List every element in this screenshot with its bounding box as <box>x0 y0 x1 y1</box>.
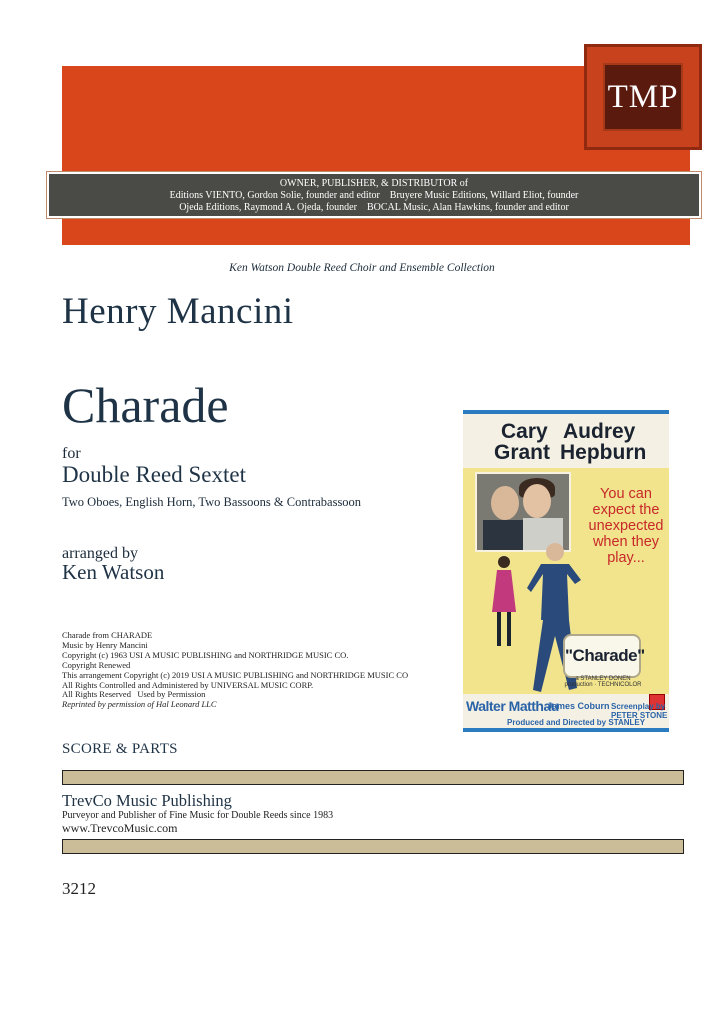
copyright-line: Charade from CHARADE <box>62 630 153 640</box>
poster-star-first-name: Audrey <box>563 420 636 443</box>
tmp-logo-inner <box>603 63 683 131</box>
tmp-logo-text: TMP <box>607 78 679 115</box>
poster-star-last-name: Grant <box>494 441 551 464</box>
copyright-line: Copyright (c) 1963 USI A MUSIC PUBLISHING and NORTHRIDGE MUSIC CO. <box>62 649 349 660</box>
piece-title: Charade <box>62 377 229 433</box>
photo-face <box>491 486 519 520</box>
composer-name: Henry Mancini <box>62 291 294 332</box>
poster-costar: Walter Matthau <box>466 698 559 714</box>
collection-title: Ken Watson Double Reed Choir and Ensemble Collection <box>229 262 495 274</box>
publisher-info <box>49 174 699 216</box>
poster-title-logo <box>563 634 645 678</box>
divider-bar-bottom <box>62 839 684 854</box>
publisher-line-1: Editions VIENTO, Gordon Solie, founder and editor Bruyere Music Editions, Willard Eliot, founder <box>169 190 579 201</box>
poster-costar: James Coburn <box>547 701 610 711</box>
publisher-heading: OWNER, PUBLISHER, & DISTRIBUTOR of <box>279 178 469 189</box>
photo-figure <box>483 520 527 550</box>
instrumentation: Two Oboes, English Horn, Two Bassoons & Contrabassoon <box>62 495 362 509</box>
divider-bar-top <box>62 770 684 785</box>
poster-tagline: You can expect the unexpected when they play... <box>588 486 664 566</box>
poster-credits <box>463 694 669 732</box>
movie-poster-image <box>463 410 669 732</box>
score-and-parts-label: SCORE & PARTS <box>62 741 178 757</box>
poster-technicolor: a STANLEY DONEN production · TECHNICOLOR <box>564 676 642 688</box>
reprint-note: Reprinted by permission of Hal Leonard LLC <box>62 699 217 710</box>
publisher-tagline: Purveyor and Publisher of Fine Music for Double Reeds since 1983 <box>62 810 334 821</box>
poster-star-first-name: Cary <box>501 420 548 443</box>
arranged-by-label: arranged by <box>62 545 138 562</box>
poster-screenplay: Screenplay by PETER STONE <box>611 702 668 720</box>
publisher-box <box>46 171 702 219</box>
copyright-notice <box>62 631 408 710</box>
for-label: for <box>62 445 81 462</box>
copyright-line: Copyright Renewed <box>62 659 131 670</box>
copyright-line: Music by Henry Mancini <box>62 639 148 650</box>
copyright-line: This arrangement Copyright (c) 2019 USI A MUSIC PUBLISHING and NORTHRIDGE MUSIC CO <box>62 669 409 680</box>
arranger-name: Ken Watson <box>62 560 165 584</box>
poster-title-text: "Charade" <box>565 646 645 665</box>
copyright-line: All Rights Controlled and Administered by UNIVERSAL MUSIC CORP. <box>62 679 314 690</box>
photo-face <box>523 484 551 518</box>
poster-star-last-name: Hepburn <box>560 441 647 464</box>
publisher-line-2: Ojeda Editions, Raymond A. Ojeda, founder BOCAL Music, Alan Hawkins, founder and editor <box>179 202 569 213</box>
catalog-number: 3212 <box>62 879 96 898</box>
publisher-url[interactable]: www.TrevcoMusic.com <box>62 821 178 835</box>
poster-credit-line: Produced and Directed by STANLEY DONEN Music HENRY MANCINI <box>507 718 645 732</box>
tmp-logo <box>584 44 702 150</box>
ensemble-name: Double Reed Sextet <box>62 462 246 487</box>
copyright-line: All Rights Reserved Used by Permission <box>62 689 206 700</box>
poster-figure-woman <box>489 554 519 650</box>
publisher-name: TrevCo Music Publishing <box>62 791 232 810</box>
poster-header <box>463 414 669 468</box>
